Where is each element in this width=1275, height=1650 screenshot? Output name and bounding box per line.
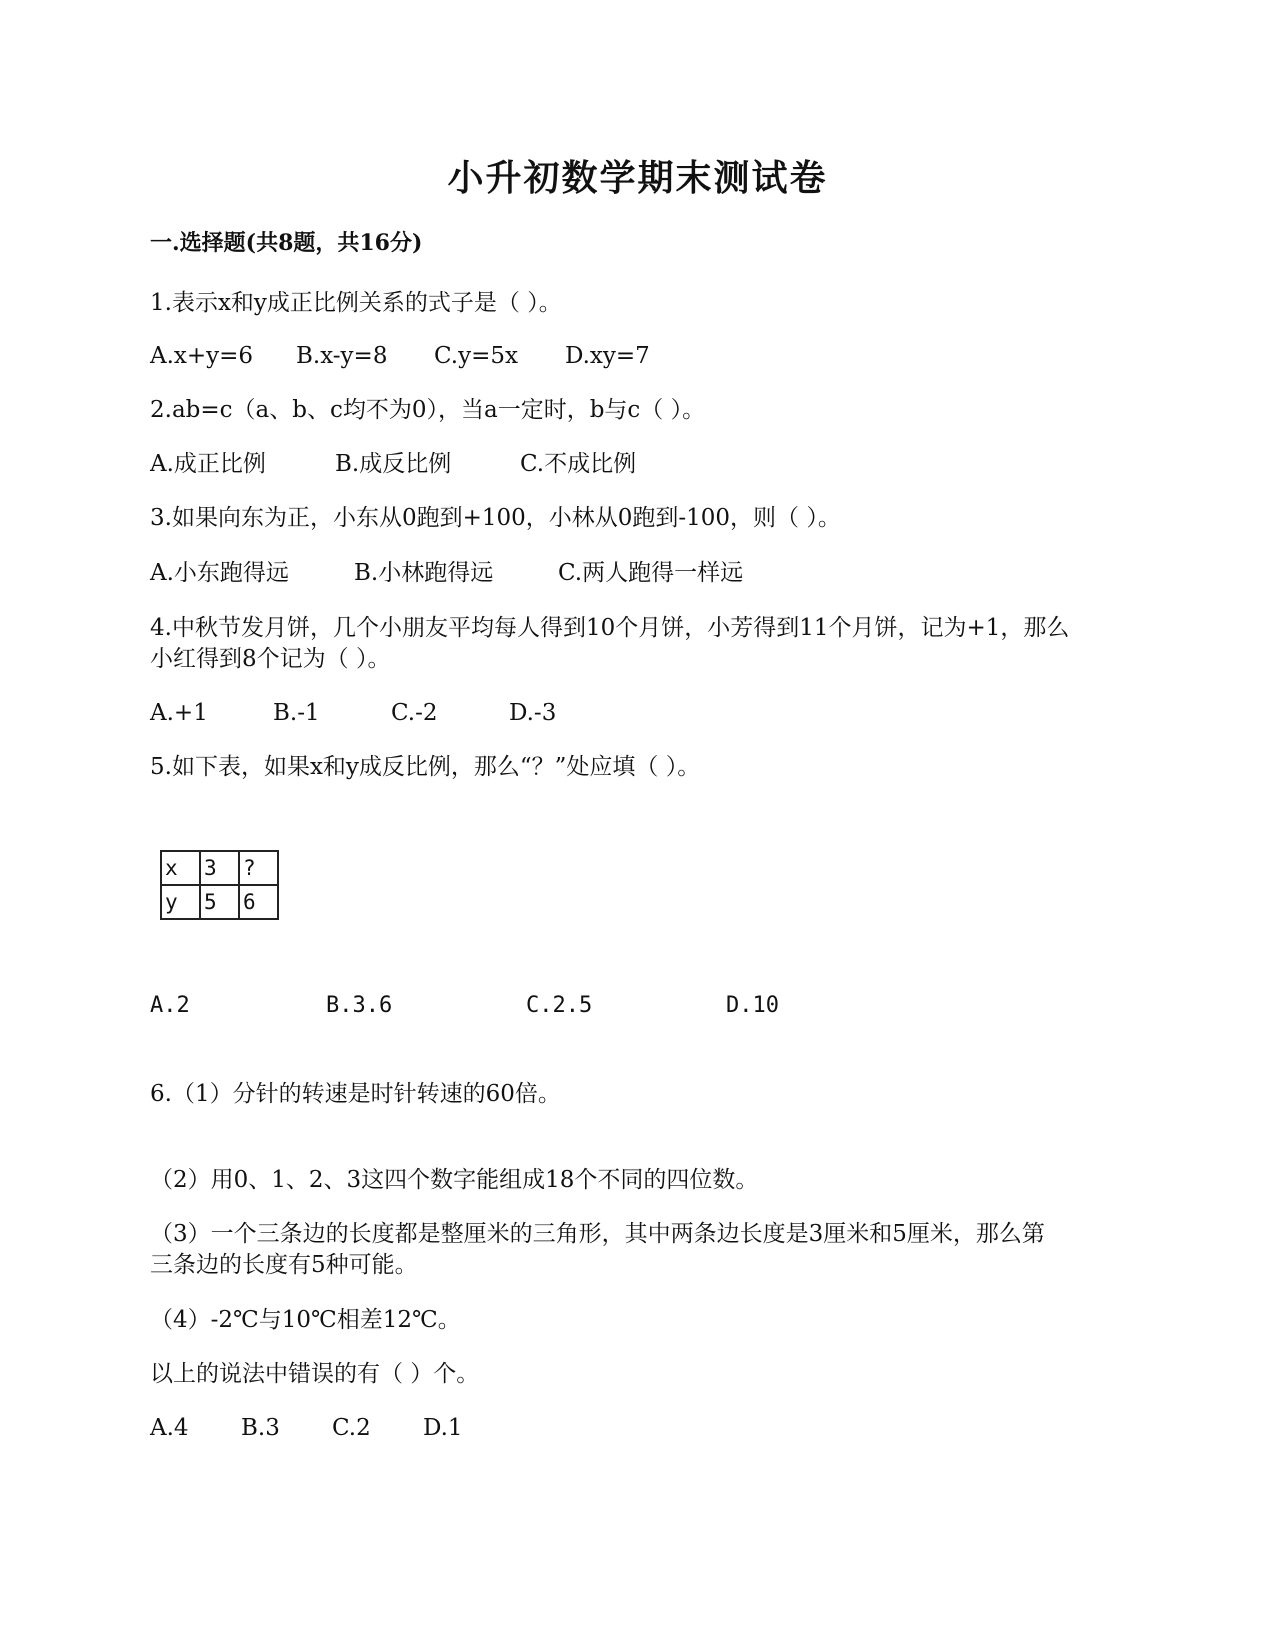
option-c[interactable]: C.y=5x (434, 343, 518, 369)
option-b[interactable]: B.-1 (273, 700, 320, 726)
table-row-x (161, 851, 278, 885)
option-a[interactable]: A.x+y=6 (150, 343, 254, 369)
option-a[interactable]: A.+1 (150, 700, 208, 726)
option-c[interactable]: C.不成比例 (520, 451, 637, 477)
question-6-statement-1: 6.（1）分针的转速是时针转速的60倍。 (150, 1081, 561, 1107)
page-title: 小升初数学期末测试卷 (447, 157, 828, 199)
question-4-stem-line2: 小红得到8个记为（ ）。 (150, 646, 391, 672)
question-1-stem: 1.表示x和y成正比例关系的式子是（ ）。 (150, 290, 562, 316)
question-2-options (150, 448, 636, 480)
question-5-stem: 5.如下表，如果x和y成反比例，那么“？”处应填（ ）。 (150, 754, 701, 780)
question-6-options (150, 1412, 463, 1444)
option-a[interactable]: A.2 (150, 993, 190, 1018)
section-heading: 一.选择题(共8题，共16分) (150, 230, 423, 256)
option-c[interactable]: C.2.5 (526, 993, 593, 1018)
option-d[interactable]: D.xy=7 (565, 343, 650, 369)
table-row-y (161, 885, 278, 919)
question-6-statement-3-line2: 三条边的长度有5种可能。 (150, 1252, 418, 1278)
option-b[interactable]: B.3.6 (326, 993, 393, 1018)
option-d[interactable]: D.10 (726, 993, 779, 1018)
question-5-options (150, 990, 779, 1022)
question-4-options (150, 697, 556, 729)
option-b[interactable]: B.x-y=8 (296, 343, 388, 369)
table-cell: y (161, 885, 200, 919)
option-a[interactable]: A.4 (150, 1415, 189, 1441)
table-cell: 5 (200, 885, 239, 919)
table-cell: x (161, 851, 200, 885)
option-c[interactable]: C.两人跑得一样远 (558, 560, 744, 586)
question-6-statement-2: （2）用0、1、2、3这四个数字能组成18个不同的四位数。 (150, 1167, 759, 1193)
table-cell: ? (239, 851, 278, 885)
option-d[interactable]: D.1 (423, 1415, 463, 1441)
option-c[interactable]: C.2 (332, 1415, 371, 1441)
option-a[interactable]: A.小东跑得远 (150, 560, 289, 586)
table-cell: 3 (200, 851, 239, 885)
question-1-options (150, 340, 650, 372)
option-d[interactable]: D.-3 (509, 700, 557, 726)
table-cell: 6 (239, 885, 278, 919)
question-3-options (150, 557, 743, 589)
option-b[interactable]: B.小林跑得远 (354, 560, 494, 586)
question-6-statement-3-line1: （3）一个三条边的长度都是整厘米的三角形，其中两条边长度是3厘米和5厘米，那么第 (150, 1221, 1045, 1247)
option-a[interactable]: A.成正比例 (150, 451, 266, 477)
option-b[interactable]: B.3 (241, 1415, 280, 1441)
xy-table (160, 850, 279, 920)
question-6-statement-4: （4）-2℃与10℃相差12℃。 (150, 1307, 461, 1333)
option-b[interactable]: B.成反比例 (335, 451, 452, 477)
question-4-stem-line1: 4.中秋节发月饼，几个小朋友平均每人得到10个月饼，小芳得到11个月饼，记为+1，那么 (150, 615, 1070, 641)
question-3-stem: 3.如果向东为正，小东从0跑到+100，小林从0跑到-100，则（ ）。 (150, 505, 841, 531)
question-6-ask: 以上的说法中错误的有（ ）个。 (150, 1361, 480, 1387)
option-c[interactable]: C.-2 (391, 700, 438, 726)
question-2-stem: 2.ab=c（a、b、c均不为0），当a一定时，b与c（ ）。 (150, 397, 706, 423)
